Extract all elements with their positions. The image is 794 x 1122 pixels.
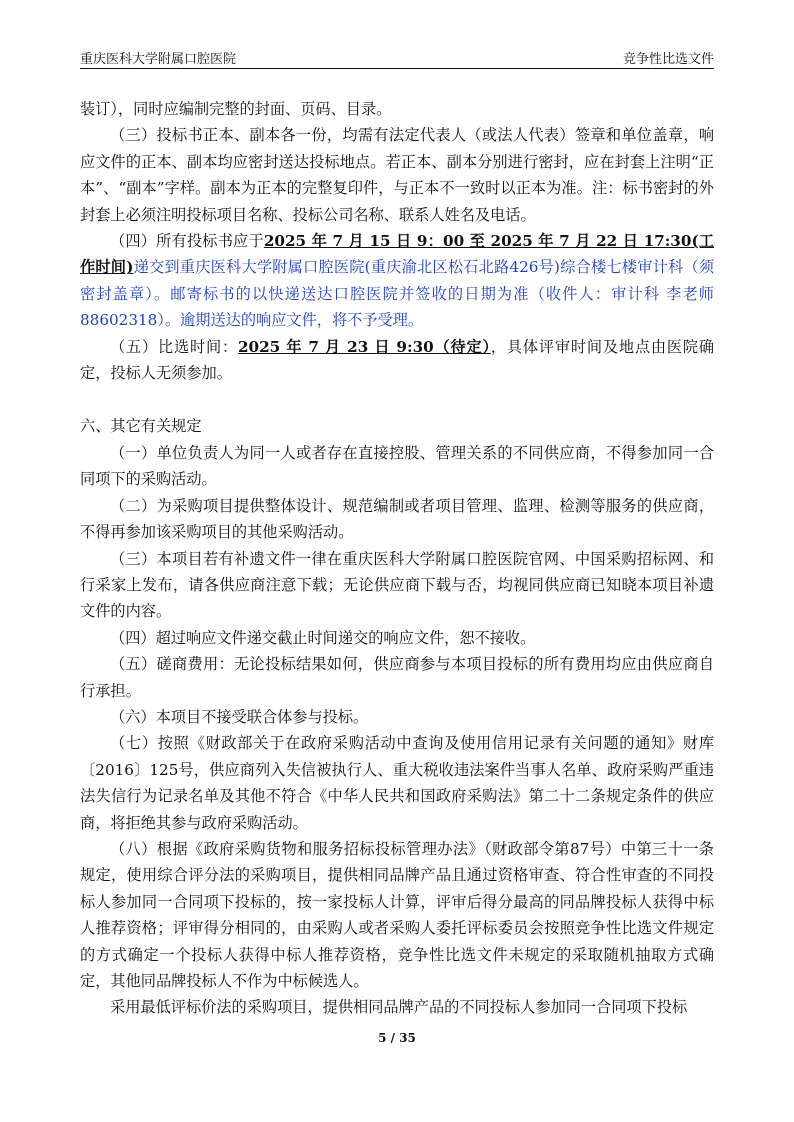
paragraph-copies-sealing: （三）投标书正本、副本各一份，均需有法定代表人（或法人代表）签章和单位盖章，响应文件的正本、副本均应密封送达投标地点。若正本、副本分别进行密封，应在封套上注明“正本”、“副本”字样。副本为正本的完整复印件，与正本不一致时以正本为准。注：标书密封的外封套上必须注明投标项目名称、投标公司名称、联系人姓名及电话。 (80, 126, 714, 224)
rule-item-4: （四）超过响应文件递交截止时间递交的响应文件，恕不接收。 (110, 628, 536, 647)
header-hospital-name: 重庆医科大学附属口腔医院 (80, 52, 237, 67)
submission-prefix: （四）所有投标书应于 (110, 232, 264, 251)
selection-time: 2025 年 7 月 23 日 9:30（待定） (237, 337, 491, 356)
rule-item-8: （八）根据《政府采购货物和服务招标投标管理办法》（财政部令第87号）中第三十一条规定，使用综合评分法的采购项目，提供相同品牌产品且通过资格审查、符合性审查的不同投标人参加同一合同项下投标的，按一家投标人计算，评审后得分最高的同品牌投标人获得中标人推荐资格；评审得分相同的，由采购人或者采购人委托评标委员会按照竞争性比选文件规定的方式确定一个投标人获得中标人推荐资格，竞争性比选文件未规定的采取随机抽取方式确定，其他同品牌投标人不作为中标候选人。 (80, 839, 714, 990)
rule-item-6: （六）本项目不接受联合体参与投标。 (110, 707, 369, 726)
page-number: 5 / 35 (378, 1031, 416, 1045)
section-gap (80, 386, 714, 413)
rule-item-1: （一）单位负责人为同一人或者存在直接控股、管理关系的不同供应商，不得参加同一合同项下的采购活动。 (80, 443, 714, 489)
paragraph-selection-time (80, 334, 714, 387)
selection-suffix: ，具体评审时间及地点由医院确定，投标人无须参加。 (80, 337, 715, 383)
submission-location: 递交到重庆医科大学附属口腔医院(重庆渝北区松石北路426号)综合楼七楼审计科（须密封盖章）。邮寄标书的以快递送达口腔医院并签收的日期为准（收件人：审计科 李老师 88602318）。逾期送达的响应文件，将不予受理。 (80, 258, 715, 330)
rule-item-3: （三）本项目若有补遗文件一律在重庆医科大学附属口腔医院官网、中国采购招标网、和行采家上发布，请各供应商注意下载；无论供应商下载与否，均视同供应商已知晓本项目补遗文件的内容。 (80, 549, 714, 621)
paragraph-submission-time (80, 228, 714, 334)
rule-item-7: （七）按照《财政部关于在政府采购活动中查询及使用信用记录有关问题的通知》财库〔2016〕125号，供应商列入失信被执行人、重大税收违法案件当事人名单、政府采购严重违法失信行为记录名单及其他不符合《中华人民共和国政府采购法》第二十二条规定条件的供应商，将拒绝其参与政府采购活动。 (80, 734, 714, 832)
header-document-type: 竞争性比选文件 (622, 52, 714, 67)
page-header (80, 44, 714, 69)
rule-item-2: （二）为采购项目提供整体设计、规范编制或者项目管理、监理、检测等服务的供应商，不得再参加该采购项目的其他采购活动。 (80, 496, 714, 542)
rule-item-5: （五）磋商费用：无论投标结果如何，供应商参与本项目投标的所有费用均应由供应商自行承担。 (80, 655, 714, 700)
submission-time-window: 2025 年 7 月 15 日 9：00 至 2025 年 7 月 22 日 17:30(工作时间) (80, 232, 715, 277)
selection-prefix: （五）比选时间： (110, 337, 238, 356)
section-heading-other-rules: 六、其它有关规定 (80, 417, 202, 436)
document-body (80, 96, 714, 1021)
paragraph-binding-note: 装订），同时应编制完整的封面、页码、目录。 (80, 100, 392, 118)
rule-lowest-price: 采用最低评标价法的采购项目，提供相同品牌产品的不同投标人参加同一合同项下投标 (110, 998, 688, 1017)
